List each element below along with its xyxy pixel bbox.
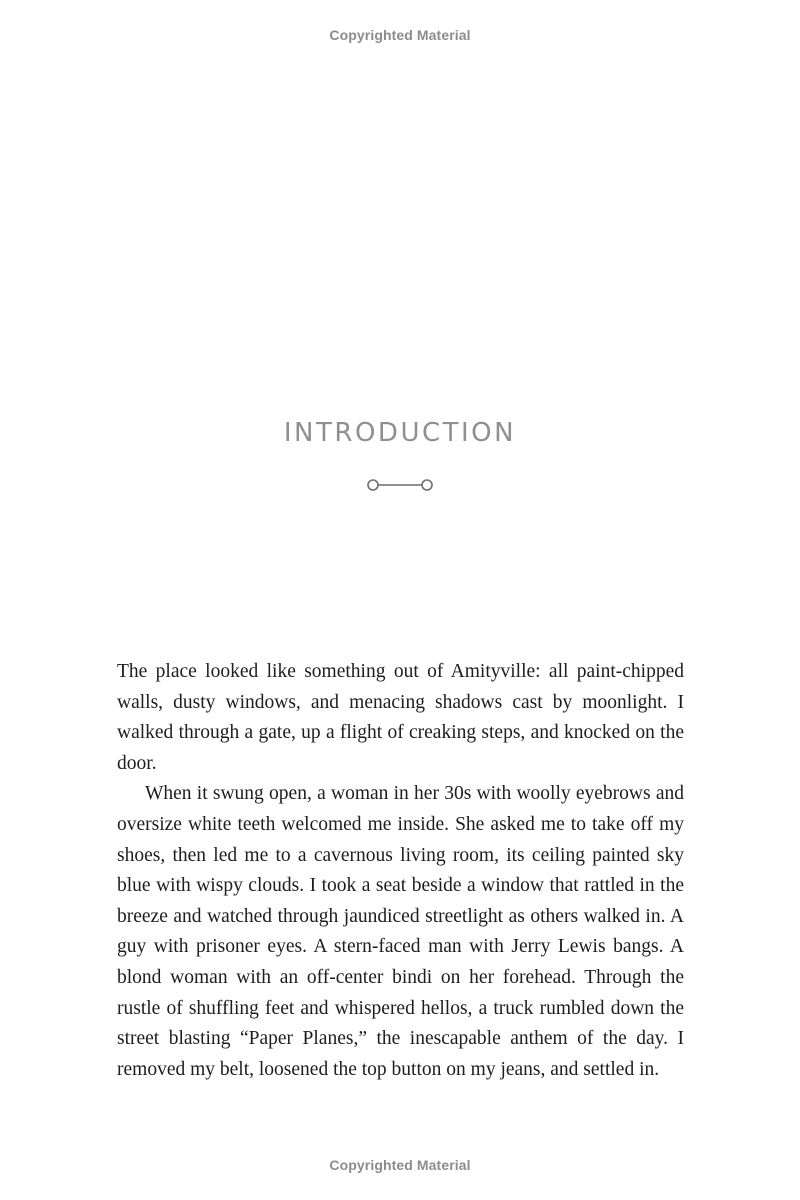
copyright-footer: Copyrighted Material — [329, 1157, 471, 1173]
body-text — [117, 657, 684, 1085]
paragraph-1: The place looked like something out of Amityville: all paint-chipped walls, dusty windows, and menacing shadows cast by moonlight. I walked through a gate, up a flight of creaking steps, and knocked on the door. — [117, 661, 684, 774]
paragraph-2: When it swung open, a woman in her 30s with woolly eyebrows and oversize white teeth welcomed me inside. She asked me to take off my shoes, then led me to a cavernous living room, its ceiling painted sky blue with wispy clouds. I took a seat beside a window that rattled in the breeze and watched through jaundiced streetlight as others walked in. A guy with prisoner eyes. A stern-faced man with Jerry Lewis bangs. A blond woman with an off-center bindi on her forehead. Through the rustle of shuffling feet and whispered hellos, a truck rumbled down the street blasting “Paper Planes,” the inescapable anthem of the day. I removed my belt, loosened the top button on my jeans, and settled in. — [117, 783, 684, 1080]
circle-line-circle-ornament-icon — [364, 477, 436, 493]
copyright-header: Copyrighted Material — [329, 27, 471, 43]
chapter-title: INTRODUCTION — [283, 418, 517, 448]
